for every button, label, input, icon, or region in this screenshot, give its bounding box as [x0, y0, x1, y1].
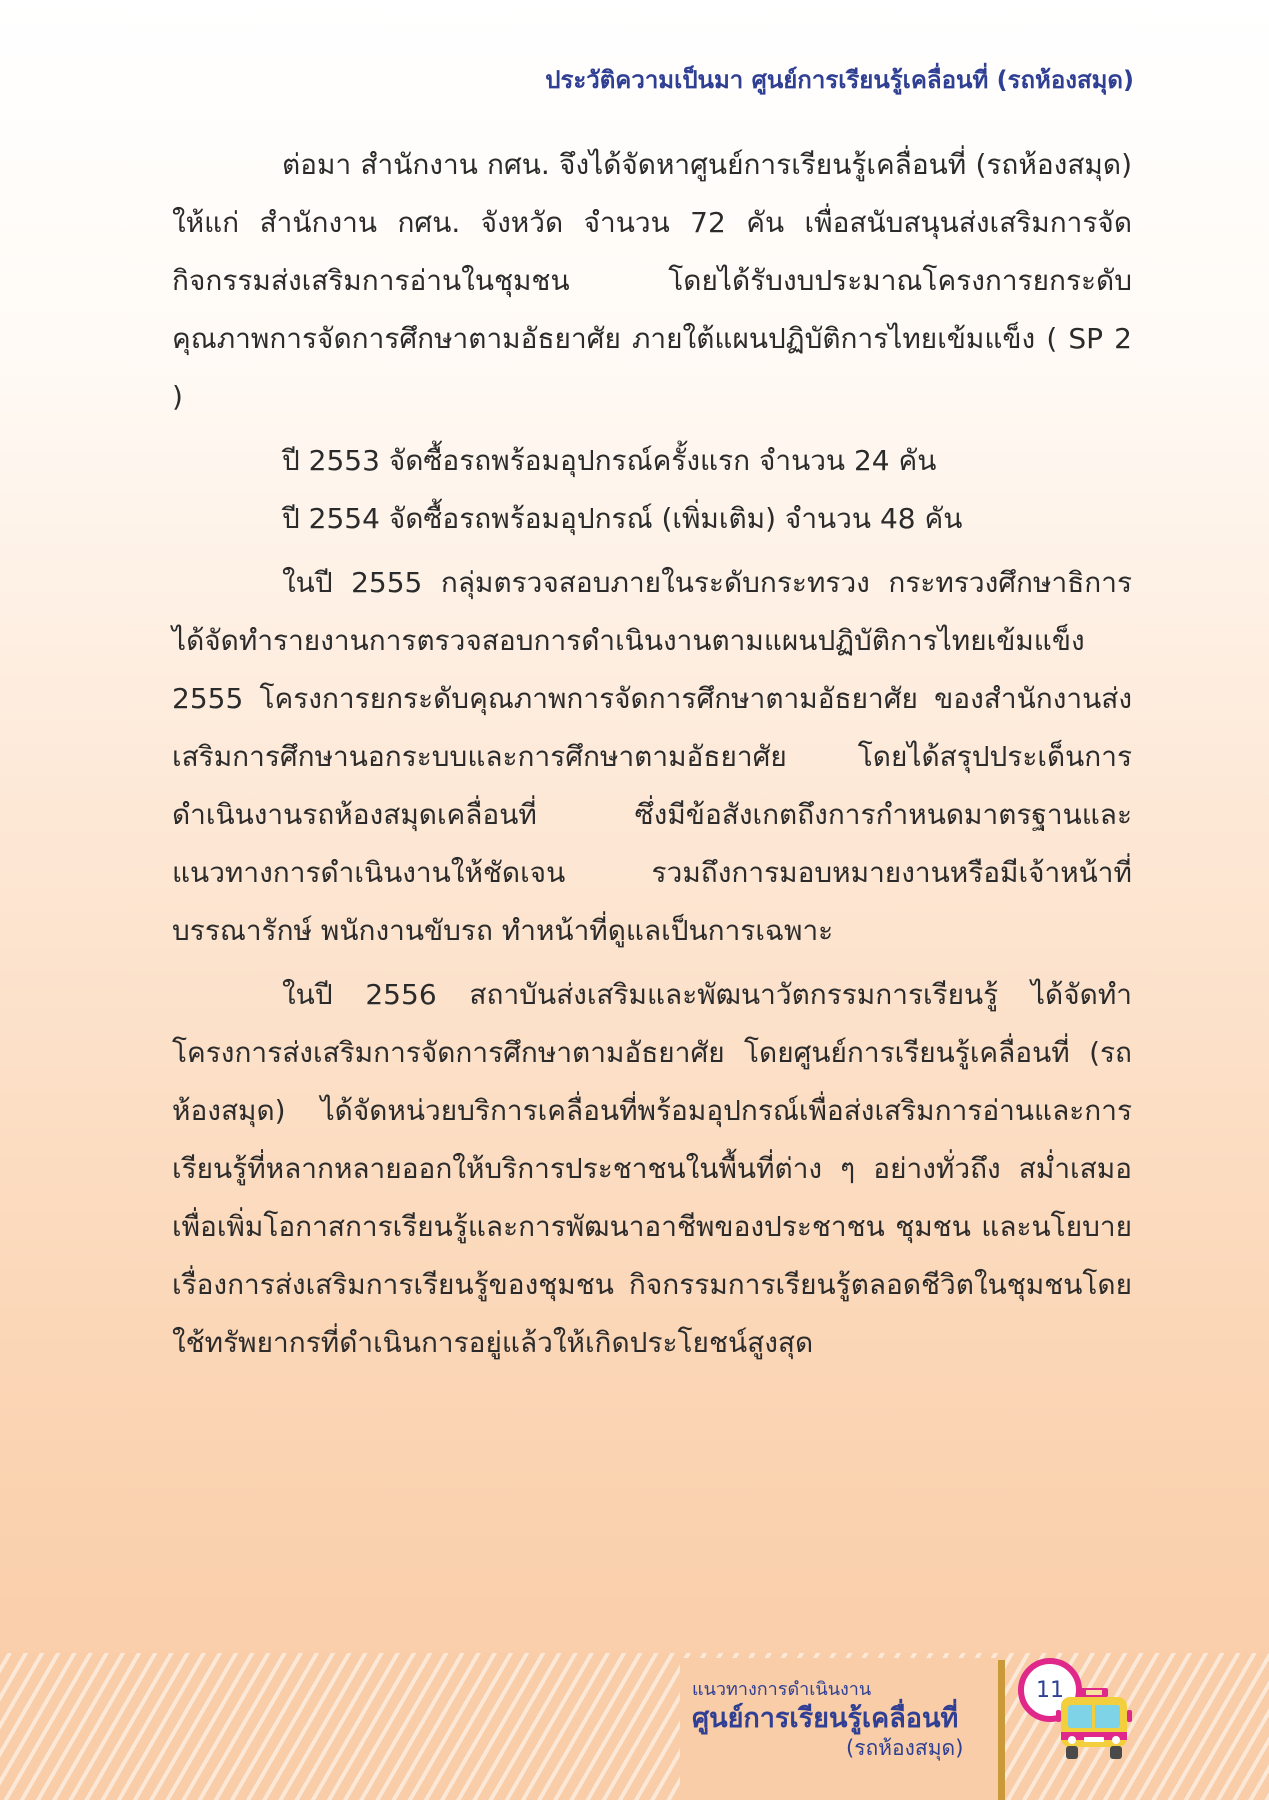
- paragraph-1: ต่อมา สำนักงาน กศน. จึงได้จัดหาศูนย์การเรียนรู้เคลื่อนที่ (รถห้องสมุด) ให้แก่ สำนักงาน กศน. จังหวัด จำนวน 72 คัน เพื่อสนับสนุนส่งเสริมการจัดกิจกรรมส่งเสริมการอ่านในชุมชน โดยได้รับงบประมาณโครงการยกระดับคุณภาพการจัดการศึกษาตามอัธยาศัย ภายใต้แผนปฏิบัติการไทยเข้มแข็ง ( SP 2 ): [172, 148, 1132, 413]
- paragraph-3: ปี 2554 จัดซื้อรถพร้อมอุปกรณ์ (เพิ่มเติม) จำนวน 48 คัน: [282, 502, 963, 535]
- paragraph-5: ในปี 2556 สถาบันส่งเสริมและพัฒนาวัตกรรมการเรียนรู้ ได้จัดทำโครงการส่งเสริมการจัดการศึกษาตามอัธยาศัย โดยศูนย์การเรียนรู้เคลื่อนที่ (รถห้องสมุด) ได้จัดหน่วยบริการเคลื่อนที่พร้อมอุปกรณ์เพื่อส่งเสริมการอ่านและการเรียนรู้ที่หลากหลายออกให้บริการประชาชนในพื้นที่ต่าง ๆ อย่างทั่วถึง สม่ำเสมอเพื่อเพิ่มโอกาสการเรียนรู้และการพัฒนาอาชีพของประชาชน ชุมชน และนโยบาย เรื่องการส่งเสริมการเรียนรู้ของชุมชน กิจกรรมการเรียนรู้ตลอดชีวิตในชุมชนโดยใช้ทรัพยากรที่ดำเนินการอยู่แล้วให้เกิดประโยชน์สูงสุด: [172, 978, 1132, 1359]
- footer-title-paren: (รถห้องสมุด): [846, 1736, 964, 1760]
- page-number-text: 11: [1036, 1677, 1064, 1703]
- library-bus-icon: [1056, 1688, 1132, 1762]
- document-body: [172, 136, 1132, 1372]
- footer-title: ศูนย์การเรียนรู้เคลื่อนที่: [692, 1703, 959, 1734]
- footer-subtitle: แนวทางการดำเนินงาน: [692, 1679, 872, 1700]
- footer-divider: [998, 1660, 1005, 1800]
- running-header: ประวัติความเป็นมา ศูนย์การเรียนรู้เคลื่อนที่ (รถห้องสมุด): [545, 66, 1134, 94]
- paragraph-2: ปี 2553 จัดซื้อรถพร้อมอุปกรณ์ครั้งแรก จำนวน 24 คัน: [282, 444, 937, 477]
- paragraph-4: ในปี 2555 กลุ่มตรวจสอบภายในระดับกระทรวง กระทรวงศึกษาธิการ ได้จัดทำรายงานการตรวจสอบการดำเนินงานตามแผนปฏิบัติการไทยเข้มแข็ง 2555 โครงการยกระดับคุณภาพการจัดการศึกษาตามอัธยาศัย ของสำนักงานส่งเสริมการศึกษานอกระบบและการศึกษาตามอัธยาศัย โดยได้สรุปประเด็นการดำเนินงานรถห้องสมุดเคลื่อนที่ ซึ่งมีข้อสังเกตถึงการกำหนดมาตรฐานและแนวทางการดำเนินงานให้ชัดเจน รวมถึงการมอบหมายงานหรือมีเจ้าหน้าที่บรรณารักษ์ พนักงานขับรถ ทำหน้าที่ดูแลเป็นการเฉพาะ: [172, 566, 1132, 947]
